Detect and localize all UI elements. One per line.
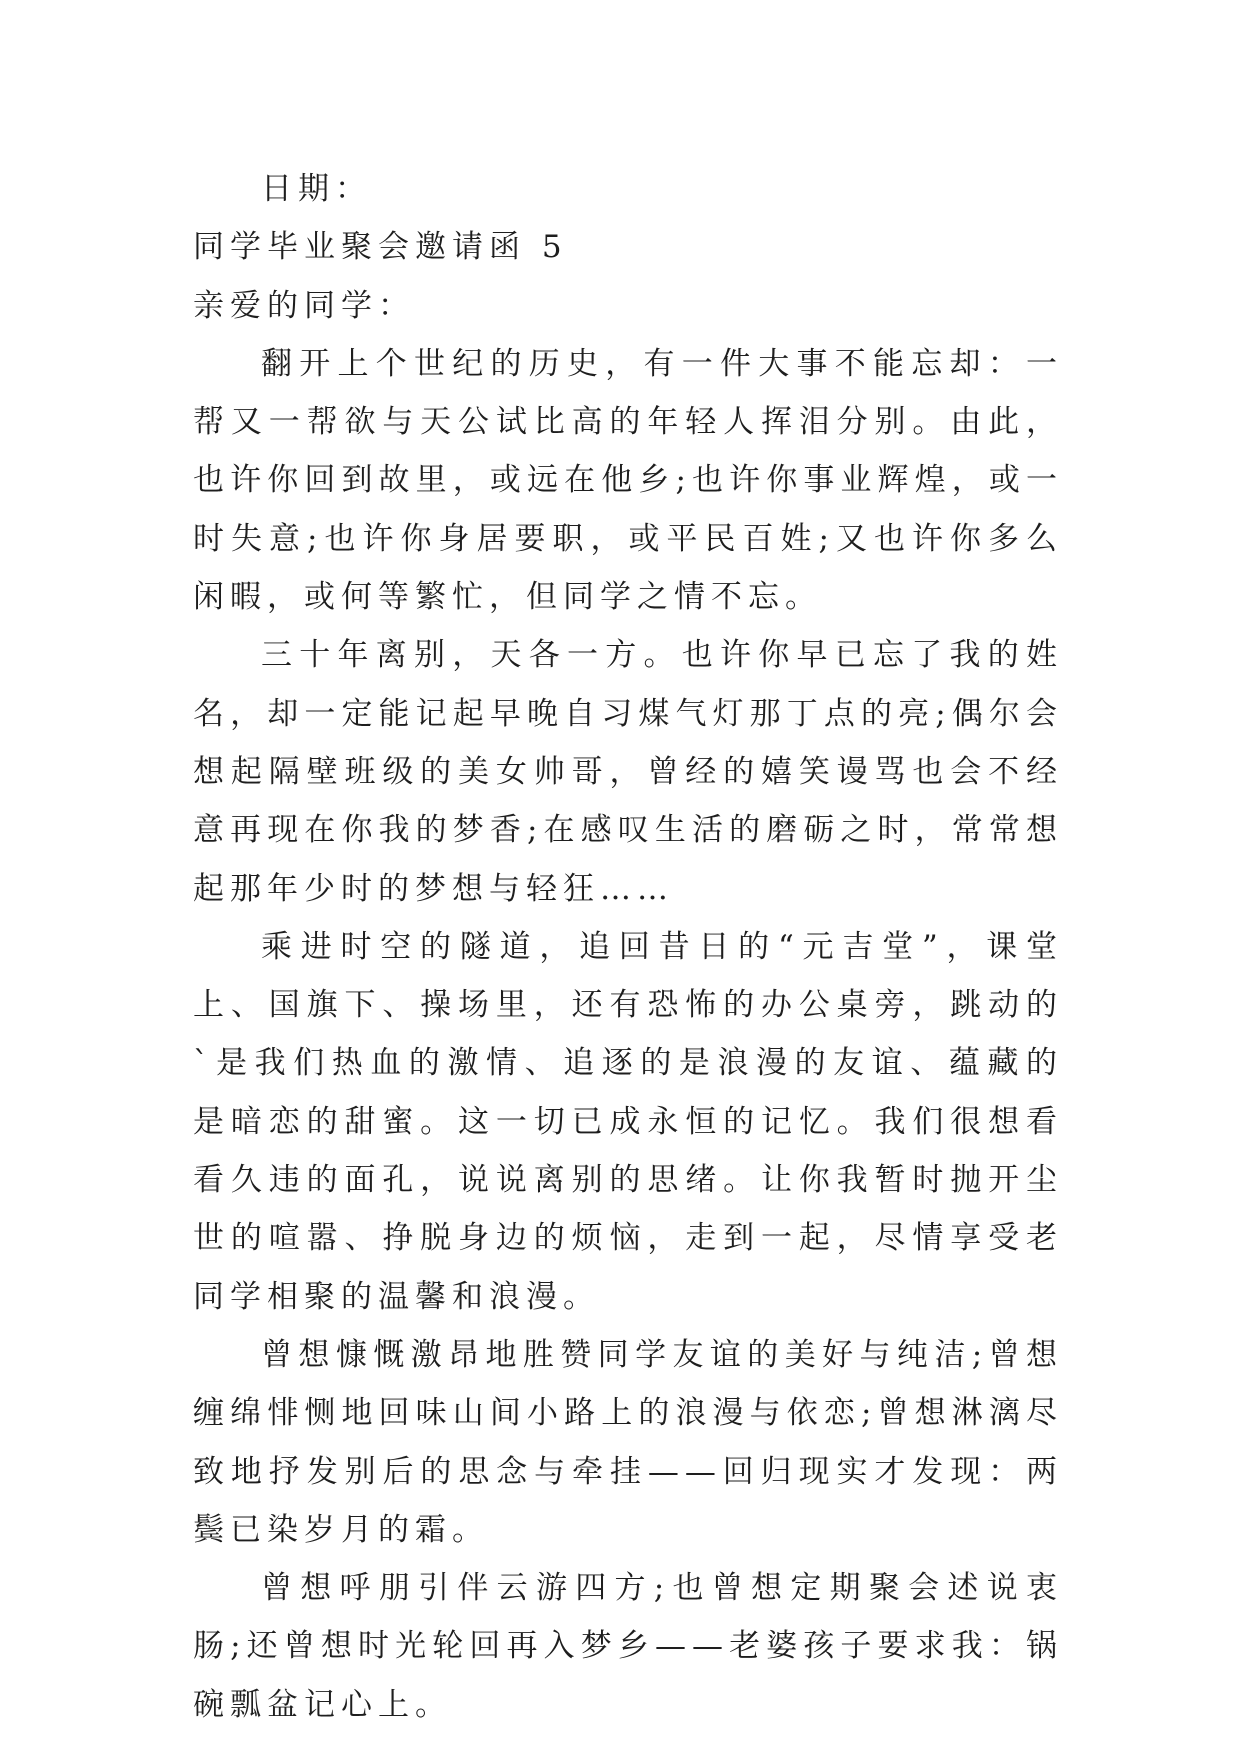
document-body — [193, 160, 1063, 1734]
paragraph-1: 翻开上个世纪的历史，有一件大事不能忘却：一帮又一帮欲与天公试比高的年轻人挥泪分别。由此，也许你回到故里，或远在他乡;也许你事业辉煌，或一时失意;也许你身居要职，或平民百姓;又也许你多么闲暇，或何等繁忙，但同学之情不忘。 — [193, 345, 1063, 616]
paragraph-3: 乘进时空的隧道，追回昔日的“元吉堂”，课堂上、国旗下、操场里，还有恐怖的办公桌旁，跳动的`是我们热血的激情、追逐的是浪漫的友谊、蕴藏的是暗恋的甜蜜。这一切已成永恒的记忆。我们很想看看久违的面孔，说说离别的思绪。让你我暂时抛开尘世的喧嚣、挣脱身边的烦恼，走到一起，尽情享受老同学相聚的温馨和浪漫。 — [193, 928, 1063, 1315]
paragraph-4: 曾想慷慨激昂地胜赞同学友谊的美好与纯洁;曾想缠绵悱恻地回味山间小路上的浪漫与依恋;曾想淋漓尽致地抒发别后的思念与牵挂——回归现实才发现：两鬓已染岁月的霜。 — [193, 1336, 1063, 1548]
date-label: 日期： — [261, 171, 372, 207]
paragraph-5: 曾想呼朋引伴云游四方;也曾想定期聚会述说衷肠;还曾想时光轮回再入梦乡——老婆孩子要求我：锅碗瓢盆记心上。 — [193, 1570, 1063, 1723]
document-title: 同学毕业聚会邀请函 5 — [193, 229, 568, 266]
salutation: 亲爱的同学： — [193, 287, 415, 324]
paragraph-2: 三十年离别，天各一方。也许你早已忘了我的姓名，却一定能记起早晚自习煤气灯那丁点的亮;偶尔会想起隔壁班级的美女帅哥，曾经的嬉笑谩骂也会不经意再现在你我的梦香;在感叹生活的磨砺之时，常常想起那年少时的梦想与轻狂…… — [193, 637, 1063, 907]
